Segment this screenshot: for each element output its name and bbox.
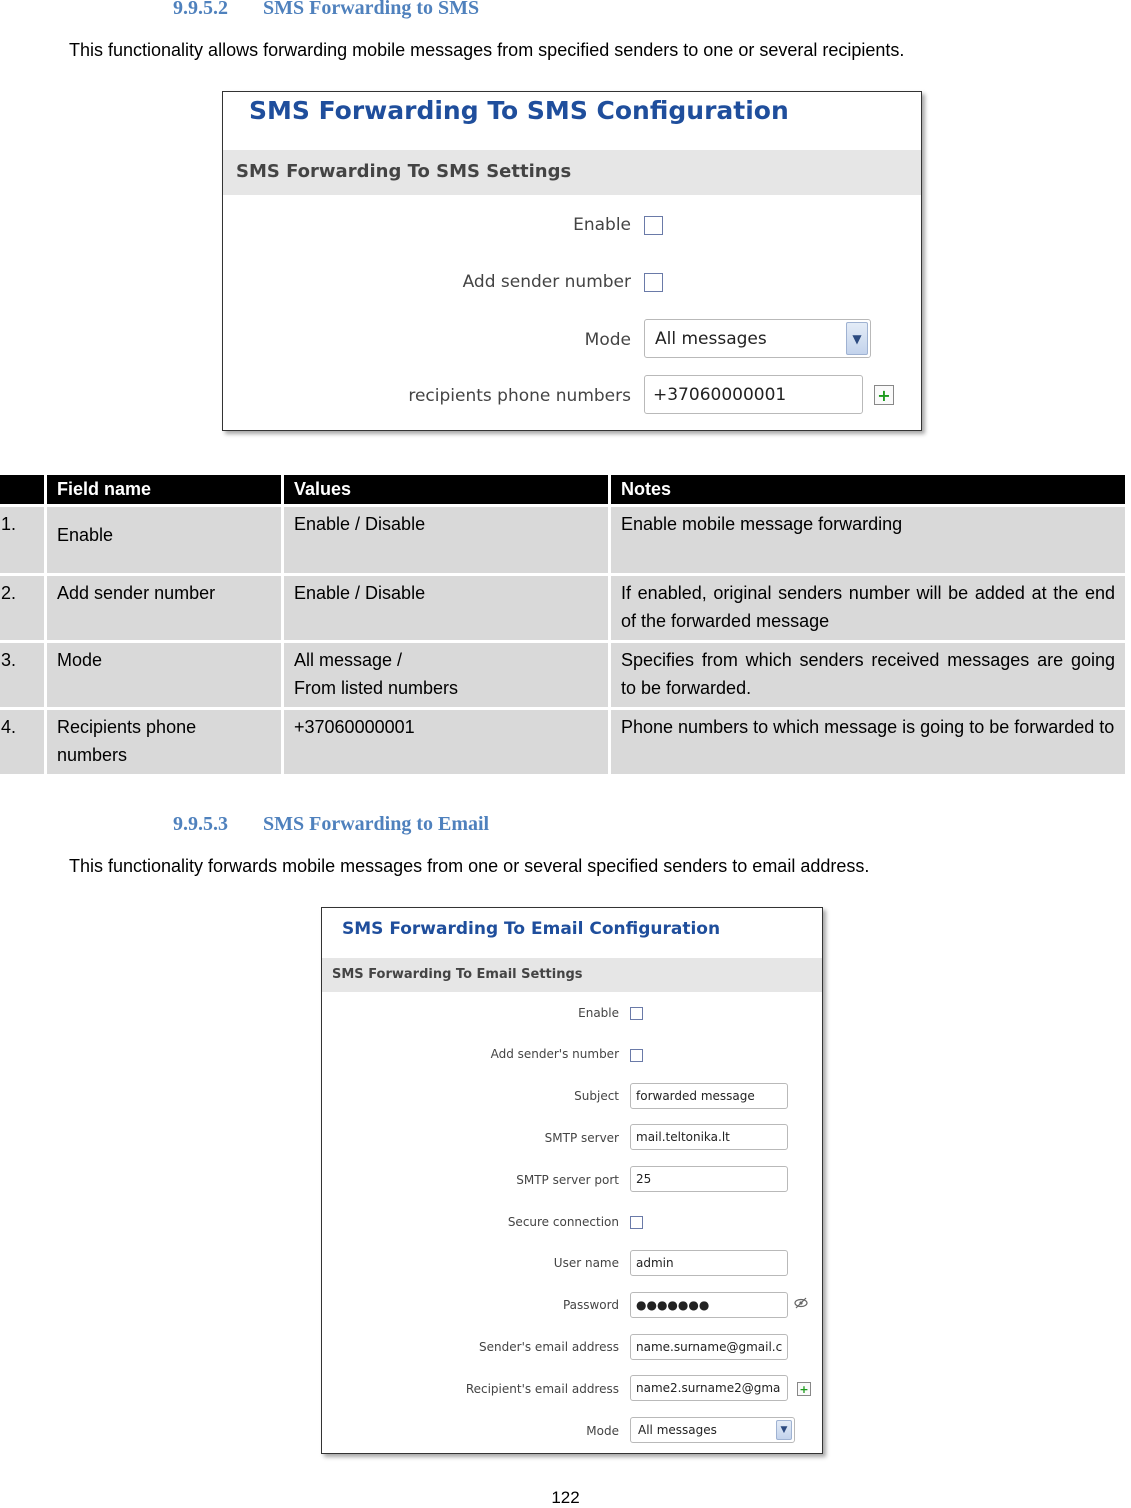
username-input[interactable]: admin: [630, 1250, 788, 1276]
mode-select[interactable]: [644, 319, 871, 358]
settings-header: SMS Forwarding To Email Settings: [322, 958, 822, 992]
section-title: SMS Forwarding to SMS: [263, 0, 480, 19]
section-heading-sms-to-email: [173, 813, 489, 836]
field-table: [0, 472, 1128, 777]
section-title: SMS Forwarding to Email: [263, 813, 490, 835]
row-notes: If enabled, original senders number will be added at the end of the forwarded message: [611, 576, 1125, 640]
table-header-values: Values: [284, 475, 608, 504]
table-header-row: [0, 475, 1125, 504]
page-number: 122: [551, 1488, 580, 1507]
eye-slash-icon[interactable]: [793, 1297, 809, 1309]
secure-connection-label: Secure connection: [507, 1215, 619, 1229]
secure-connection-checkbox[interactable]: [630, 1216, 643, 1229]
section-description: This functionality forwards mobile messages from one or several specified senders to email address.: [69, 856, 870, 876]
row-field: Recipients phone numbers: [47, 710, 281, 774]
mode-label: Mode: [586, 1424, 619, 1438]
add-sender-checkbox[interactable]: [630, 1049, 643, 1062]
recipient-email-label: Recipient's email address: [465, 1382, 619, 1396]
row-values: Enable / Disable: [284, 576, 608, 640]
section-description: This functionality allows forwarding mobile messages from specified senders to one or several recipients.: [69, 40, 905, 60]
row-field: Mode: [47, 643, 281, 707]
row-notes: Phone numbers to which message is going to be forwarded to: [611, 710, 1125, 774]
row-field: Add sender number: [47, 576, 281, 640]
row-num: 2.: [0, 576, 44, 640]
sender-email-label: Sender's email address: [479, 1340, 619, 1354]
row-values: All message / From listed numbers: [284, 643, 608, 707]
smtp-server-label: SMTP server: [544, 1131, 619, 1145]
recipient-email-input[interactable]: name2.surname2@gma: [630, 1375, 788, 1401]
panel-title: SMS Forwarding To SMS Configuration: [249, 96, 789, 125]
row-notes: Enable mobile message forwarding: [611, 507, 1125, 573]
row-values: +37060000001: [284, 710, 608, 774]
section-number: 9.9.5.2: [173, 0, 228, 19]
sender-email-input[interactable]: name.surname@gmail.c: [630, 1334, 788, 1360]
smtp-port-label: SMTP server port: [516, 1173, 619, 1187]
password-input[interactable]: ●●●●●●●: [630, 1292, 788, 1318]
add-sender-checkbox[interactable]: [644, 273, 663, 292]
row-num: 3.: [0, 643, 44, 707]
smtp-server-input[interactable]: mail.teltonika.lt: [630, 1124, 788, 1150]
row-field: Enable: [47, 507, 281, 573]
sms-to-sms-config-panel: [222, 91, 922, 431]
row-num: 4.: [0, 710, 44, 774]
mode-select-value: All messages: [638, 1423, 717, 1437]
chevron-down-icon: ▼: [776, 1420, 792, 1440]
section-heading-sms-to-sms: [173, 0, 479, 20]
enable-label: Enable: [573, 215, 631, 235]
mode-select[interactable]: [630, 1417, 795, 1443]
password-label: Password: [562, 1298, 619, 1312]
recipients-input[interactable]: +37060000001: [644, 375, 863, 414]
mode-select-value: All messages: [655, 329, 767, 349]
table-header-notes: Notes: [611, 475, 1125, 504]
chevron-down-icon: ▼: [846, 322, 868, 355]
row-num: 1.: [0, 507, 44, 573]
enable-checkbox[interactable]: [630, 1007, 643, 1020]
table-row: [0, 643, 1125, 707]
recipients-label: recipients phone numbers: [408, 386, 631, 406]
panel-title: SMS Forwarding To Email Configuration: [342, 919, 721, 939]
subject-label: Subject: [574, 1089, 619, 1103]
table-row: [0, 576, 1125, 640]
add-icon[interactable]: +: [797, 1382, 811, 1396]
subject-input[interactable]: forwarded message: [630, 1083, 788, 1109]
table-header-field: Field name: [47, 475, 281, 504]
row-notes: Specifies from which senders received messages are going to be forwarded.: [611, 643, 1125, 707]
username-label: User name: [553, 1256, 619, 1270]
enable-label: Enable: [578, 1006, 619, 1020]
table-header-num: [0, 475, 44, 504]
table-row: [0, 710, 1125, 774]
add-icon[interactable]: +: [874, 385, 894, 405]
smtp-port-input[interactable]: 25: [630, 1166, 788, 1192]
row-values: Enable / Disable: [284, 507, 608, 573]
add-sender-label: Add sender number: [462, 272, 631, 292]
table-row: [0, 507, 1125, 573]
section-number: 9.9.5.3: [173, 813, 228, 835]
enable-checkbox[interactable]: [644, 216, 663, 235]
settings-header: SMS Forwarding To SMS Settings: [223, 150, 921, 195]
mode-label: Mode: [584, 330, 631, 350]
add-sender-label: Add sender's number: [490, 1047, 619, 1061]
sms-to-email-config-panel: [321, 907, 823, 1454]
